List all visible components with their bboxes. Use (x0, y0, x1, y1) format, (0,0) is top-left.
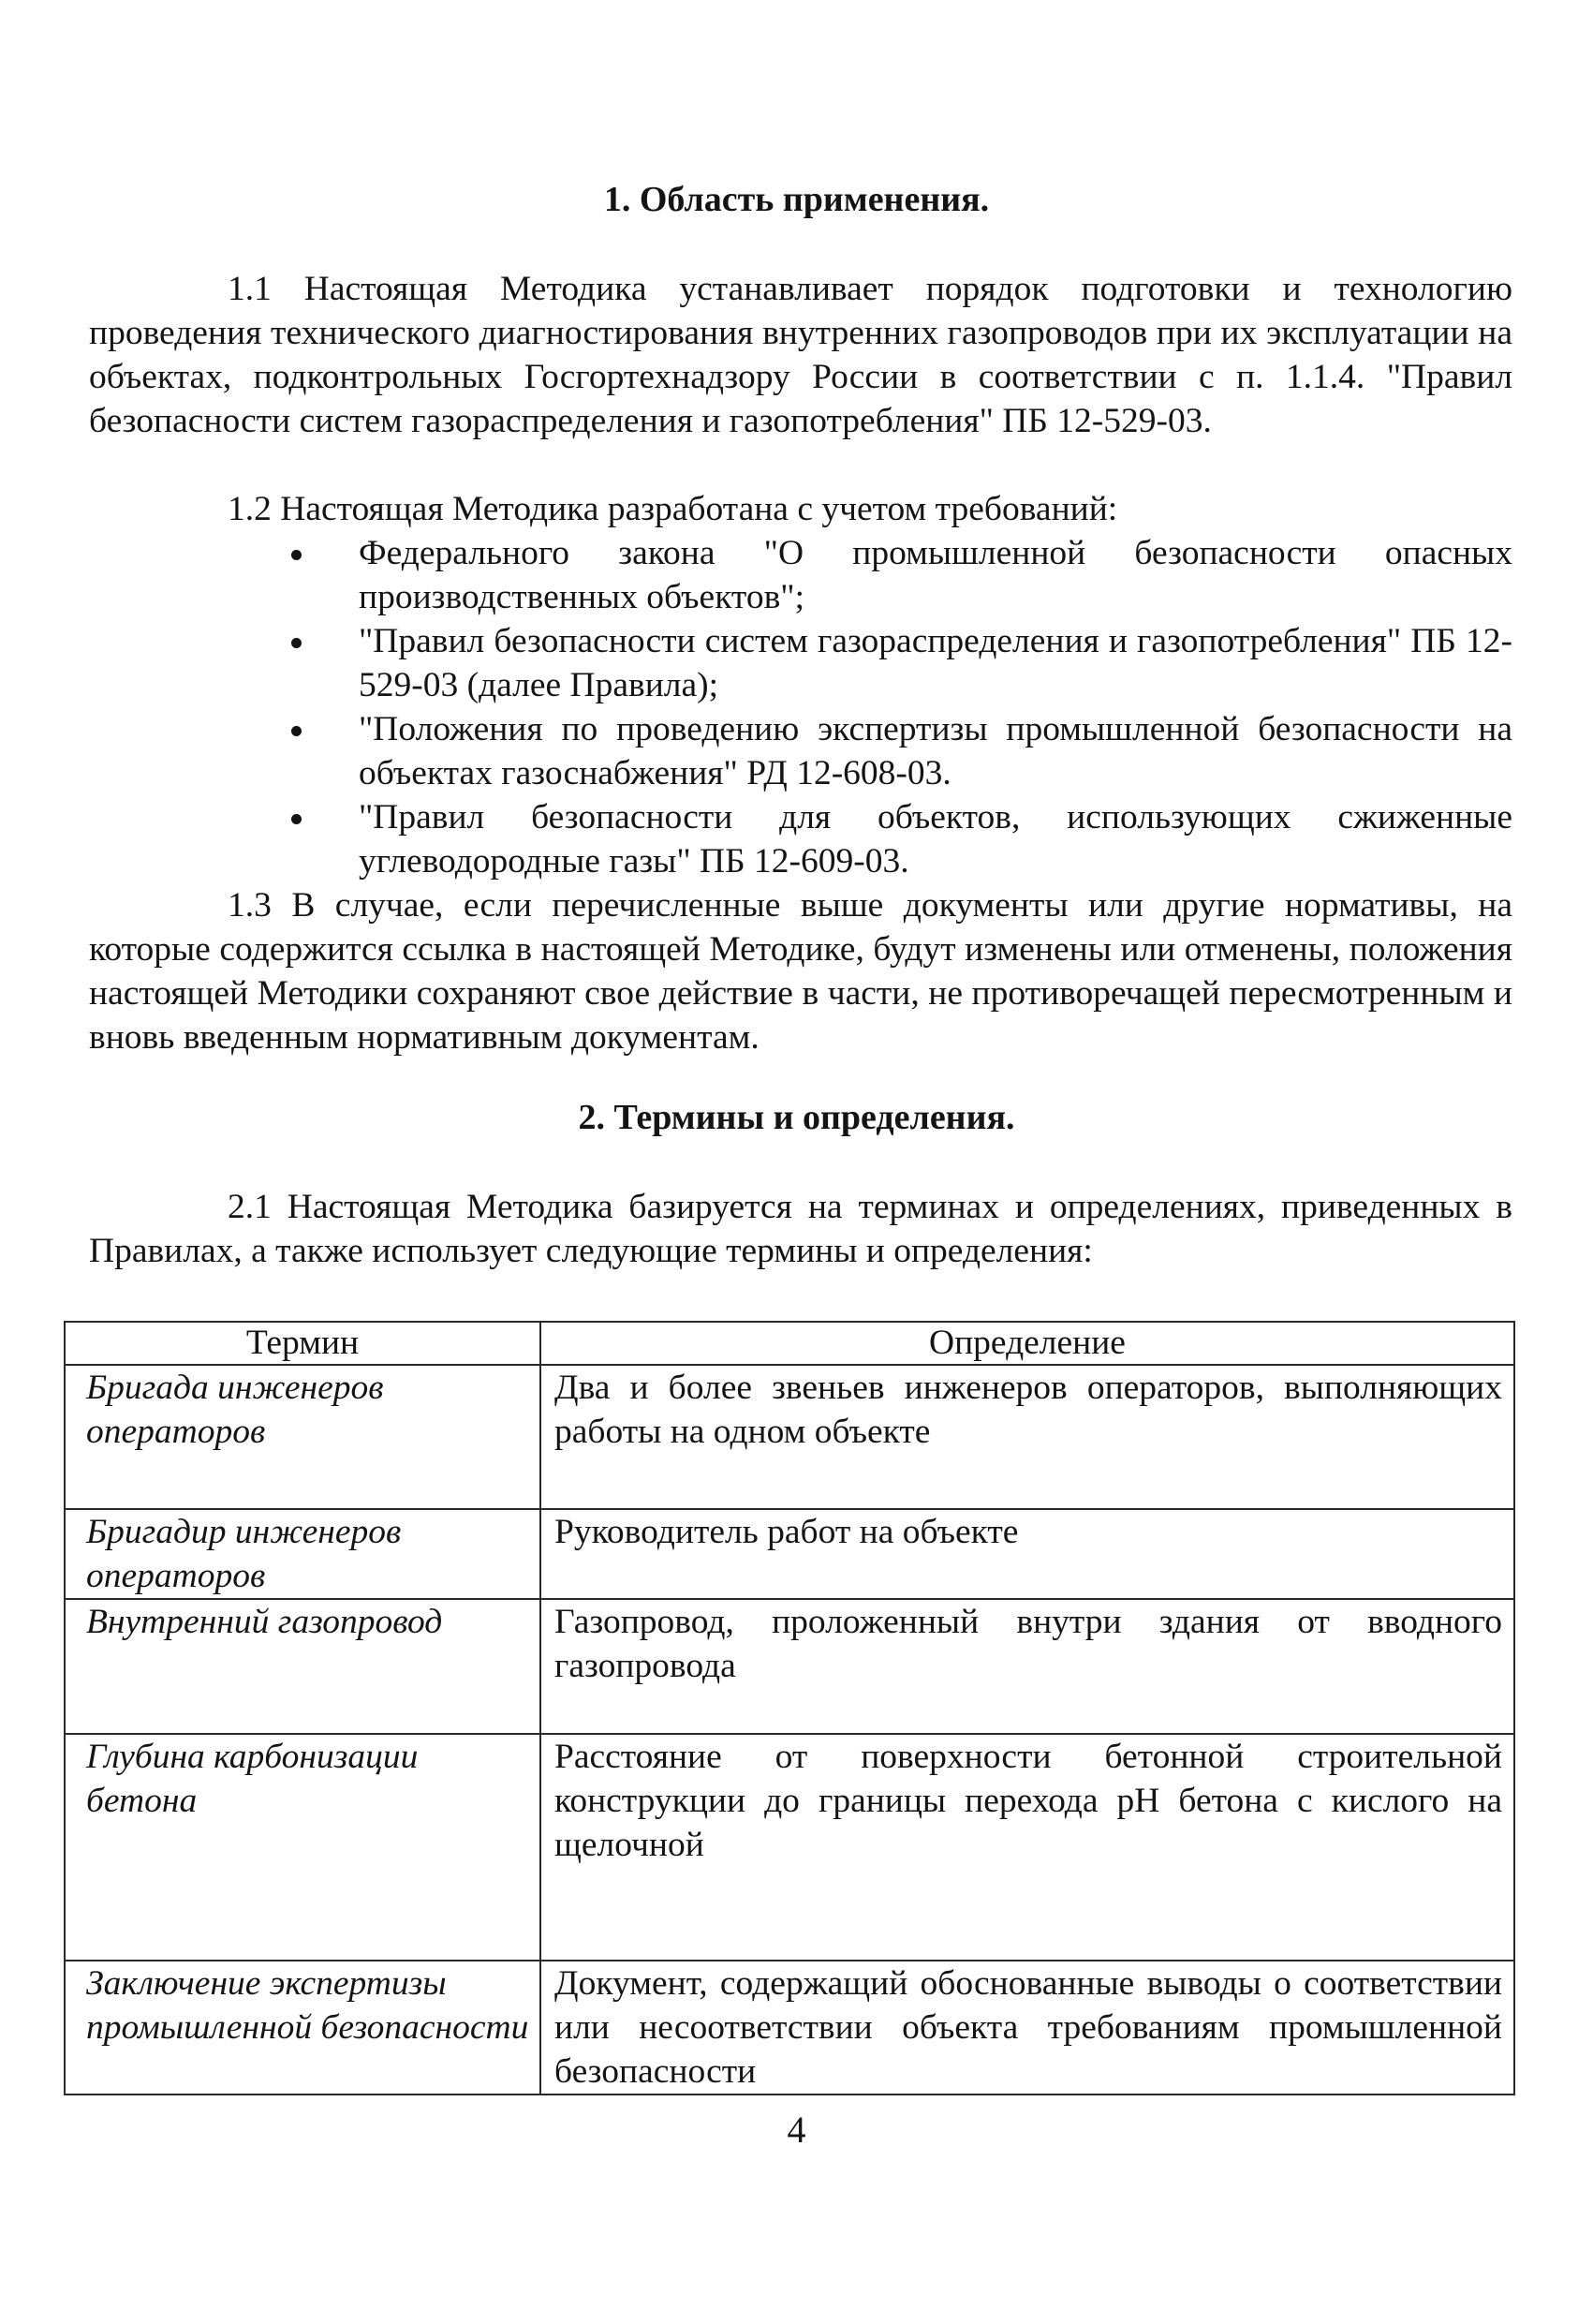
bullet-icon (291, 638, 302, 648)
definition-cell: Руководитель работ на объекте (540, 1509, 1514, 1599)
bullet-icon (291, 726, 302, 736)
terms-table (64, 1321, 1515, 2095)
table-row (65, 1509, 1514, 1599)
table-row (65, 1961, 1514, 2095)
table-row (65, 1365, 1514, 1509)
definition-cell: Расстояние от поверхности бетонной строительной конструкции до границы перехода pH бетона с кислого на щелочной (540, 1734, 1514, 1961)
section-2-heading: 2. Термины и определения. (578, 1098, 1015, 1137)
bullet-icon (291, 814, 302, 824)
table-row (65, 1599, 1514, 1734)
term-cell: Бригадир инженеров операторов (65, 1509, 540, 1599)
list-item: "Правил безопасности систем газораспределения и газопотребления" ПБ 12-529-03 (далее Правила); (89, 619, 1512, 707)
requirements-list (89, 531, 1512, 883)
paragraph-2-1: 2.1 Настоящая Методика базируется на терминах и определениях, приведенных в Правилах, а также использует следующие термины и определения: (89, 1188, 1512, 1270)
header-term: Термин (65, 1322, 540, 1365)
section-1-heading: 1. Область применения. (603, 180, 990, 219)
term-cell: Заключение экспертизы промышленной безопасности (65, 1961, 540, 2095)
list-item: "Положения по проведению экспертизы промышленной безопасности на объектах газоснабжения" РД 12-608-03. (89, 707, 1512, 795)
definition-cell: Документ, содержащий обоснованные выводы о соответствии или несоответствии объекта требованиям промышленной безопасности (540, 1961, 1514, 2095)
page-number: 4 (787, 2109, 806, 2151)
table-row (65, 1734, 1514, 1961)
list-item: "Правил безопасности для объектов, использующих сжиженные углеводородные газы" ПБ 12-609-03. (89, 795, 1512, 883)
paragraph-1-3: 1.3 В случае, если перечисленные выше документы или другие нормативы, на которые содержится ссылка в настоящей Методике, будут изменены или отменены, положения настоящей Методики сохраняют свое действие в части, не противоречащей пересмотренным и вновь введенным нормативным документам. (89, 886, 1512, 1057)
header-definition: Определение (540, 1322, 1514, 1365)
table-header-row (65, 1322, 1514, 1365)
paragraph-1-1: 1.1 Настоящая Методика устанавливает порядок подготовки и технологию проведения технического диагностирования внутренних газопроводов при их эксплуатации на объектах, подконтрольных Госгортехнадзору России в соответствии с п. 1.1.4. "Правил безопасности систем газораспределения и газопотребления" ПБ 12-529-03. (89, 270, 1512, 440)
bullet-icon (291, 550, 302, 560)
term-cell: Глубина карбонизации бетона (65, 1734, 540, 1961)
paragraph-1-2: 1.2 Настоящая Методика разработана с учетом требований: (228, 490, 1118, 528)
definition-cell: Два и более звеньев инженеров операторов, выполняющих работы на одном объекте (540, 1365, 1514, 1509)
term-cell: Бригада инженеров операторов (65, 1365, 540, 1509)
list-item: Федерального закона "О промышленной безопасности опасных производственных объектов"; (89, 531, 1512, 619)
term-cell: Внутренний газопровод (65, 1599, 540, 1734)
definition-cell: Газопровод, проложенный внутри здания от вводного газопровода (540, 1599, 1514, 1734)
